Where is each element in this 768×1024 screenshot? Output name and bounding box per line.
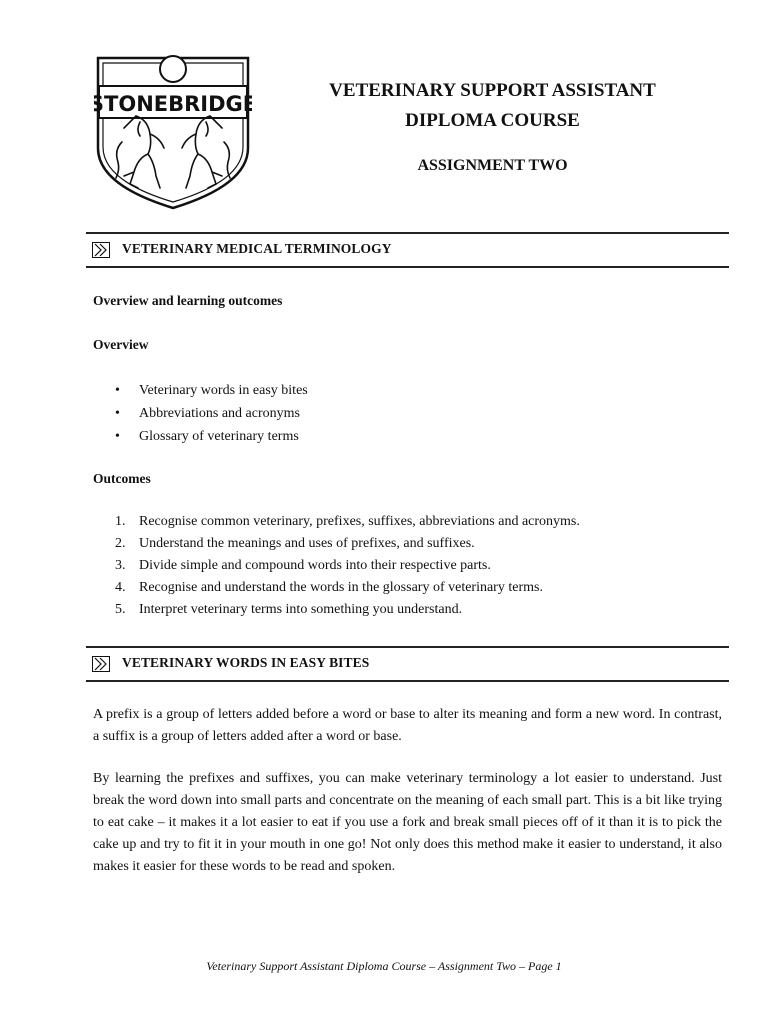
paragraph-learning: By learning the prefixes and suffixes, you can make veterinary terminology a lot easier to understand. Just break the word down into small parts and concentrate on the meaning of each small part. This is a bit like trying to eat cake – it makes it a lot easier to eat if you use a fork and break small pieces off of it than it is to pick the cake up and try to fit it in your mouth in one go! Not only does this method make it easier to understand, it also makes it easier for these words to be read and spoken. <box>93 771 722 874</box>
course-title-line2: DIPLOMA COURSE <box>405 110 580 131</box>
list-number: 2. <box>115 536 126 551</box>
page-footer: Veterinary Support Assistant Diploma Course – Assignment Two – Page 1 <box>206 959 562 973</box>
assignment-title: ASSIGNMENT TWO <box>417 157 568 174</box>
section-bar-terminology <box>86 232 729 268</box>
overview-list <box>93 379 308 448</box>
list-item <box>93 599 580 621</box>
list-text: Interpret veterinary terms into something you understand. <box>139 602 463 617</box>
section-title: VETERINARY MEDICAL TERMINOLOGY <box>122 241 392 256</box>
section-title: VETERINARY WORDS IN EASY BITES <box>122 655 370 670</box>
outcomes-heading: Outcomes <box>93 471 151 486</box>
overview-outcomes-heading: Overview and learning outcomes <box>93 293 283 308</box>
list-text: Divide simple and compound words into their respective parts. <box>139 558 491 573</box>
logo-text: STONEBRIDGE <box>94 92 252 116</box>
double-chevron-icon <box>92 242 110 258</box>
list-text: Understand the meanings and uses of prefixes, and suffixes. <box>139 536 475 551</box>
list-item <box>93 577 580 599</box>
overview-heading: Overview <box>93 337 149 352</box>
list-number: 4. <box>115 580 126 595</box>
outcomes-list <box>93 511 580 621</box>
double-chevron-icon <box>92 656 110 672</box>
section-bar-easy-bites <box>86 646 729 682</box>
paragraph-prefix-suffix: A prefix is a group of letters added before a word or base to alter its meaning and form a new word. In contrast, a suffix is a group of letters added after a word or base. <box>93 707 722 744</box>
list-item: • Glossary of veterinary terms <box>93 425 308 448</box>
list-item: • Abbreviations and acronyms <box>93 402 308 425</box>
list-number: 5. <box>115 602 126 617</box>
course-title-line1: VETERINARY SUPPORT ASSISTANT <box>329 80 656 101</box>
list-number: 1. <box>115 514 126 529</box>
list-item <box>93 555 580 577</box>
list-item <box>93 533 580 555</box>
list-text: Recognise and understand the words in the glossary of veterinary terms. <box>139 580 543 595</box>
list-number: 3. <box>115 558 126 573</box>
list-item <box>93 511 580 533</box>
stonebridge-logo <box>94 50 252 210</box>
list-text: Recognise common veterinary, prefixes, suffixes, abbreviations and acronyms. <box>139 514 580 529</box>
list-item: • Veterinary words in easy bites <box>93 379 308 402</box>
